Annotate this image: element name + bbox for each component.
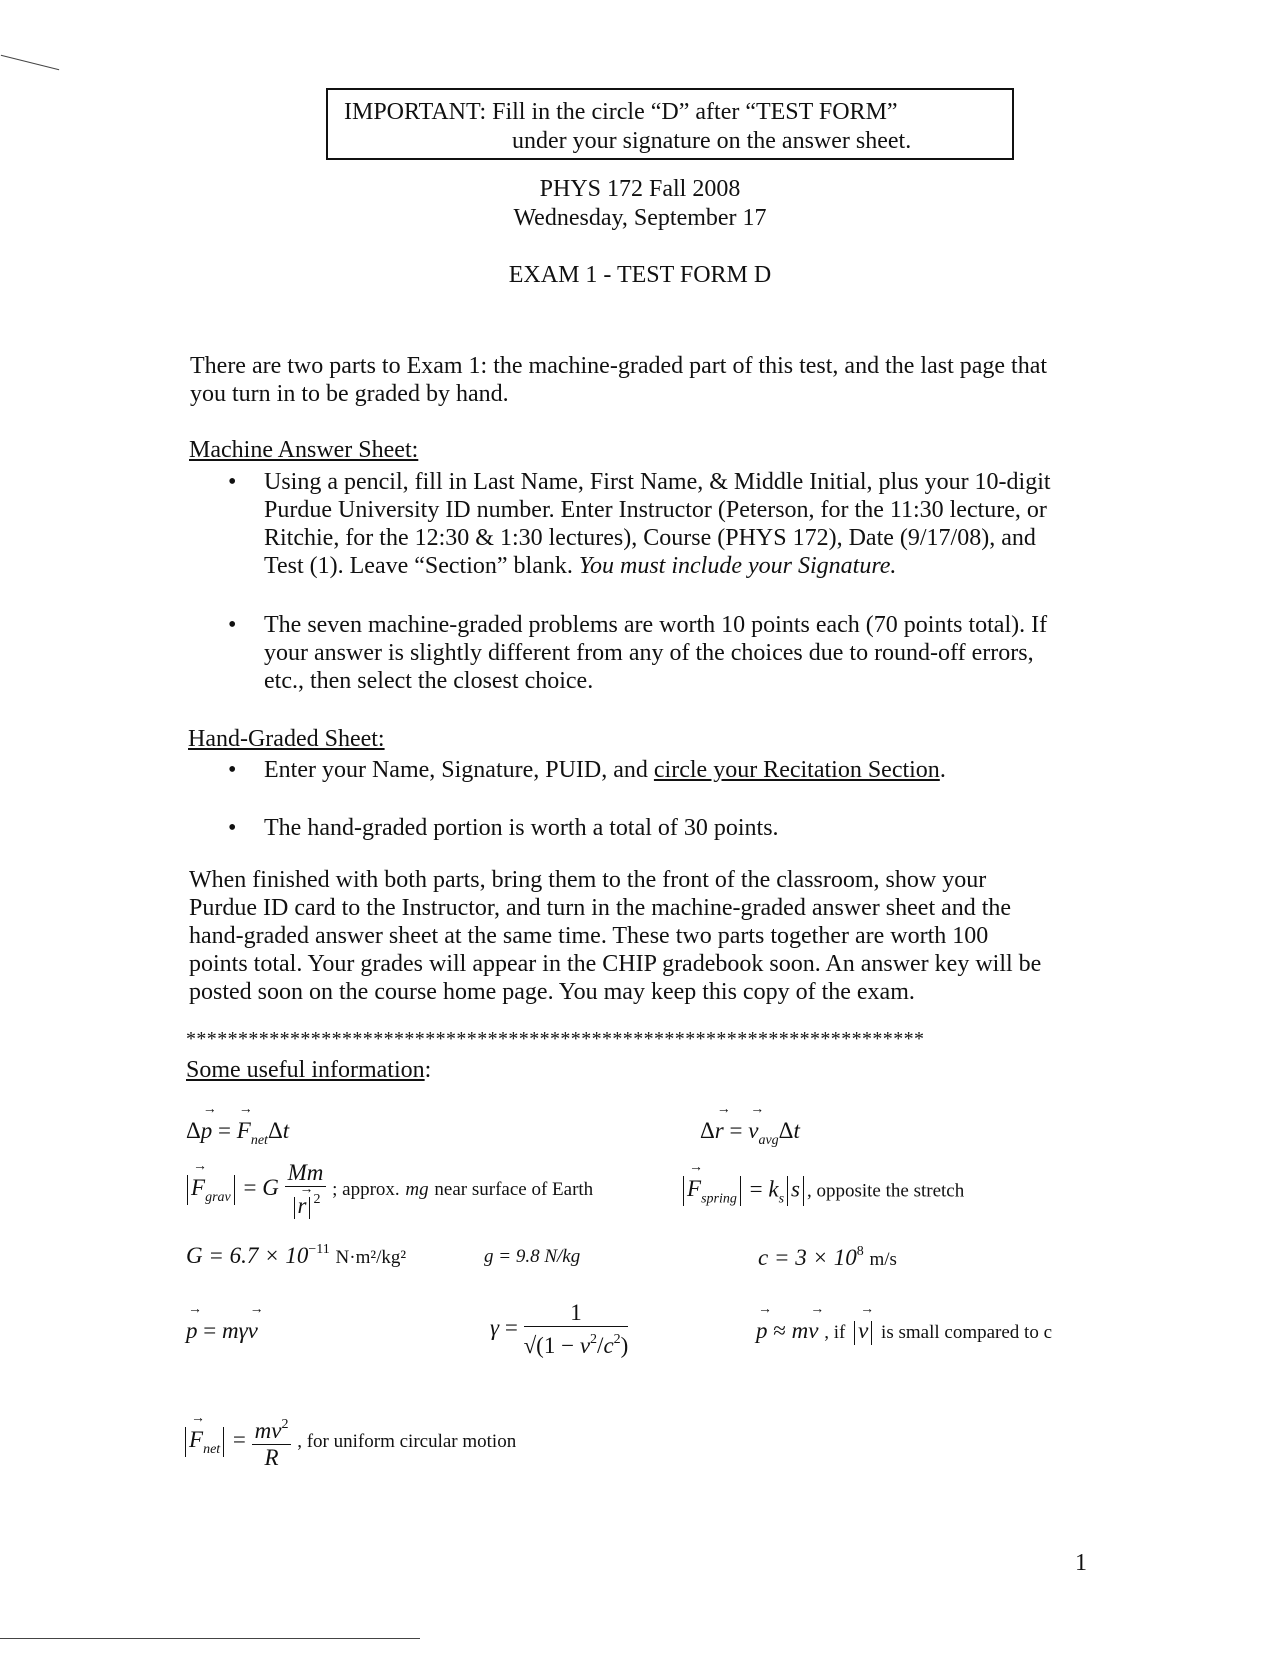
constant-g — [484, 1246, 580, 1268]
hand-bullet-2 — [228, 814, 779, 842]
formula-spring-force: → $F_{spring} = k_s$ s , opposite the stretch — [680, 1176, 964, 1207]
machine-bullet-1-line-4-text: Test (1). Leave “Section” blank. — [264, 553, 573, 579]
closing-line-4: points total. Your grades will appear in the CHIP gradebook soon. An answer key will be — [189, 951, 1042, 977]
scan-mark-top — [1, 55, 59, 70]
star-separator: *********************************************************************** — [186, 1028, 925, 1050]
machine-bullet-1-line-1: Using a pencil, fill in Last Name, First Name, & Middle Initial, plus your 10-digit — [264, 469, 1051, 495]
machine-bullet-2-line-1: The seven machine-graded problems are worth 10 points each (70 points total). If — [264, 612, 1048, 638]
fspring-note: , opposite the stretch — [806, 1180, 965, 1202]
intro-line-2: you turn in to be graded by hand. — [190, 381, 509, 407]
constant-G — [186, 1242, 406, 1269]
useful-info-heading-text: Some useful information — [186, 1057, 425, 1083]
notice-line-2: under your signature on the answer sheet. — [512, 128, 912, 154]
machine-bullet-1 — [228, 468, 1051, 580]
p-small-note: , if — [824, 1322, 846, 1343]
G-exponent: −11 — [308, 1242, 330, 1257]
formula-momentum-principle: Δ→ p = → $F_{net}\Delta t$ — [186, 1118, 289, 1149]
c-value: c = 3 × 10 — [758, 1245, 857, 1270]
formula-position-update: Δ→ r = → $v_{avg}\Delta t$ — [700, 1118, 800, 1149]
machine-bullet-2-line-2: your answer is slightly different from any of the choices due to round-off errors, — [264, 640, 1034, 666]
machine-bullet-1-line-3: Ritchie, for the 12:30 & 1:30 lectures), Course (PHYS 172), Date (9/17/08), and — [264, 525, 1036, 551]
c-units: m/s — [869, 1249, 897, 1270]
formula-gamma: γ = $\frac{1}{√(1 - v^2/c^2)}$ — [490, 1300, 629, 1358]
hand-bullet-1-text: Enter your Name, Signature, PUID, and — [264, 757, 648, 783]
useful-info-colon: : — [424, 1057, 432, 1083]
fgrav-note-2: near surface of Earth — [434, 1178, 594, 1200]
G-value: G = 6.7 × 10 — [186, 1243, 309, 1268]
constant-c — [758, 1244, 897, 1271]
course-title: PHYS 172 Fall 2008 — [539, 176, 741, 202]
hand-bullet-1-period: . — [939, 757, 946, 783]
machine-bullet-2-line-3: etc., then select the closest choice. — [264, 668, 594, 694]
bullet-dot: • — [228, 815, 237, 841]
formula-low-speed-momentum: → p ≈ m→ v , if → v is small compared to c — [756, 1318, 1052, 1345]
closing-paragraph — [189, 866, 1041, 1006]
scan-mark-bottom — [0, 1638, 420, 1639]
formula-circular-motion: → $F_{net}$ = $\frac{mv^2}{R}$ , for uniform circular motion — [182, 1412, 516, 1471]
intro-paragraph — [190, 352, 1047, 408]
hand-bullet-2-text: The hand-graded portion is worth a total of 30 points. — [264, 815, 779, 841]
page-number: 1 — [1075, 1550, 1087, 1576]
g-value: g = 9.8 N/kg — [484, 1246, 581, 1267]
circular-motion-note: , for uniform circular motion — [297, 1430, 517, 1452]
G-units: N·m²/kg² — [335, 1247, 407, 1268]
exam-date: Wednesday, September 17 — [513, 205, 767, 231]
hand-bullet-1 — [228, 756, 946, 784]
bullet-dot: • — [228, 757, 237, 783]
recitation-section-instruction: circle your Recitation Section — [653, 757, 940, 783]
machine-bullet-1-line-4 — [264, 552, 1051, 580]
bullet-dot: • — [228, 612, 237, 638]
closing-line-1: When finished with both parts, bring them to the front of the classroom, show your — [189, 867, 987, 893]
notice-line-1: IMPORTANT: Fill in the circle “D” after “TEST FORM” — [344, 99, 898, 125]
fgrav-note: ; approx. — [332, 1178, 400, 1200]
hand-sheet-heading: Hand-Graded Sheet: — [188, 726, 385, 752]
signature-requirement: You must include your Signature. — [578, 553, 897, 579]
machine-bullet-1-line-2: Purdue University ID number. Enter Instructor (Peterson, for the 11:30 lecture, or — [264, 497, 1047, 523]
exam-title: EXAM 1 - TEST FORM D — [508, 262, 772, 288]
machine-sheet-heading: Machine Answer Sheet: — [189, 437, 419, 463]
c-exponent: 8 — [856, 1244, 864, 1259]
machine-bullet-2 — [228, 611, 1048, 695]
closing-line-5: posted soon on the course home page. You may keep this copy of the exam. — [189, 979, 915, 1005]
formula-relativistic-momentum: → p = mγ→ v — [186, 1318, 258, 1344]
p-small-note-2: is small compared to c — [881, 1322, 1053, 1343]
closing-line-3: hand-graded answer sheet at the same time. These two parts together are worth 100 — [189, 923, 989, 949]
bullet-dot: • — [228, 469, 237, 495]
useful-info-heading — [186, 1057, 431, 1084]
formula-gravitational-force: → $F_{grav} = G$ Mm → r $^2$ ; approx. mg near surface of Earth — [184, 1160, 593, 1219]
important-notice-box — [326, 88, 1014, 160]
fgrav-mg: mg — [405, 1178, 429, 1200]
intro-line-1: There are two parts to Exam 1: the machine-graded part of this test, and the last page that — [190, 353, 1048, 379]
closing-line-2: Purdue ID card to the Instructor, and turn in the machine-graded answer sheet and the — [189, 895, 1012, 921]
